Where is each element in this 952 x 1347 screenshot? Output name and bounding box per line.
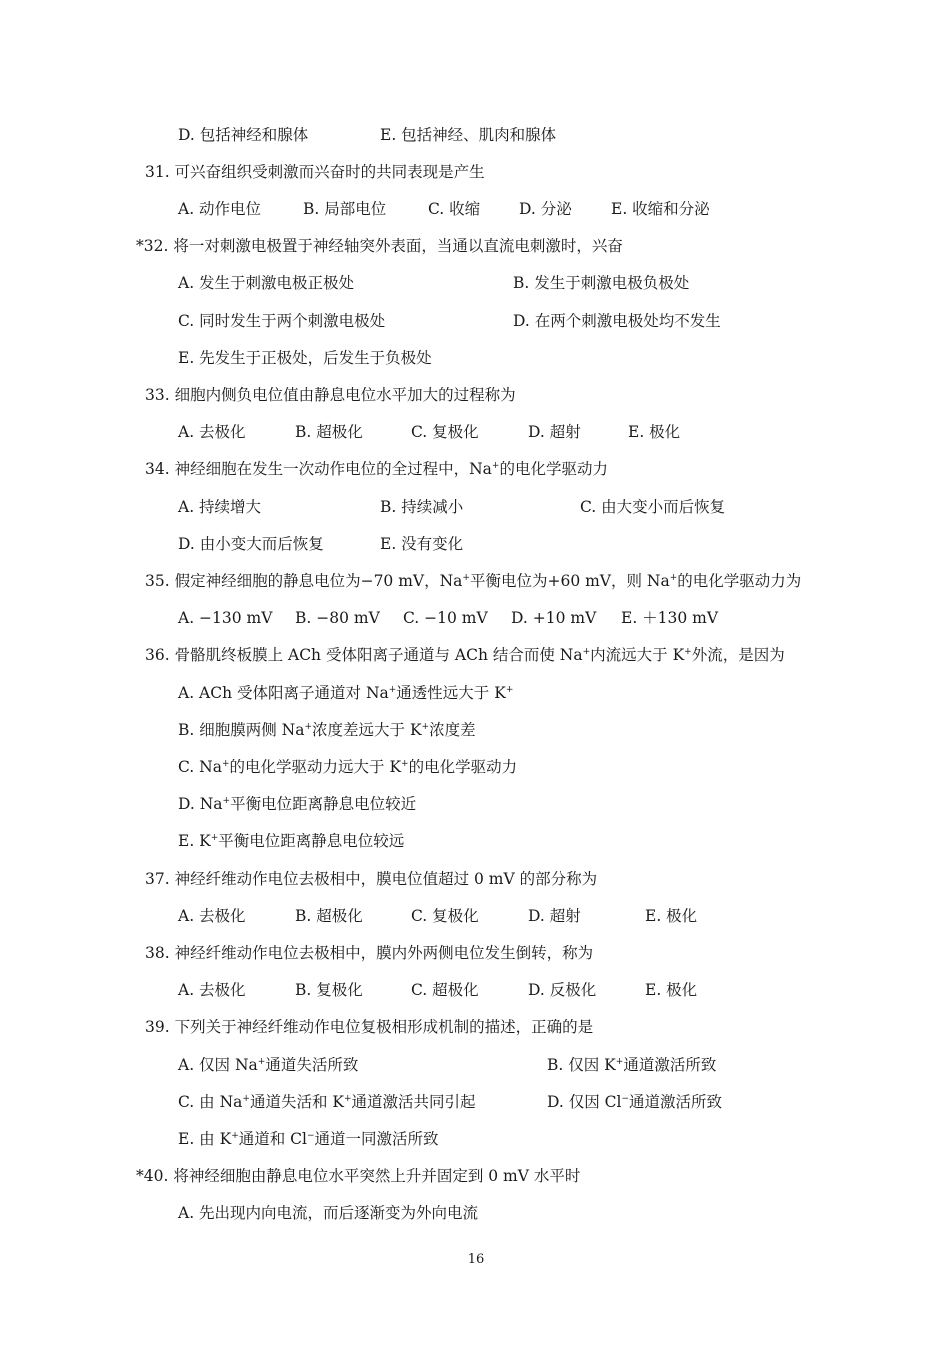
q33-option-a: A. 去极化 xyxy=(178,423,246,441)
q31-option-b: B. 局部电位 xyxy=(303,200,387,218)
q37-option-b: B. 超极化 xyxy=(295,907,363,925)
q34-option-c: C. 由大变小而后恢复 xyxy=(580,498,726,516)
q36-option-a: A. ACh 受体阳离子通道对 Na+通透性远大于 K+ xyxy=(178,684,514,702)
question-31: 31. 可兴奋组织受刺激而兴奋时的共同表现是产生 xyxy=(145,163,485,181)
q32-option-b: B. 发生于刺激电极负极处 xyxy=(513,274,690,292)
question-34: 34. 神经细胞在发生一次动作电位的全过程中，Na+的电化学驱动力 xyxy=(145,460,608,478)
q40-option-a: A. 先出现内向电流，而后逐渐变为外向电流 xyxy=(178,1204,479,1222)
q32-option-a: A. 发生于刺激电极正极处 xyxy=(178,274,355,292)
q33-option-b: B. 超极化 xyxy=(295,423,363,441)
q37-option-a: A. 去极化 xyxy=(178,907,246,925)
q36-option-e: E. K+平衡电位距离静息电位较远 xyxy=(178,832,405,850)
q32-option-e: E. 先发生于正极处，后发生于负极处 xyxy=(178,349,432,367)
question-37: 37. 神经纤维动作电位去极相中，膜电位值超过 0 mV 的部分称为 xyxy=(145,870,598,888)
question-35: 35. 假定神经细胞的静息电位为−70 mV，Na+平衡电位为+60 mV，则 Na+的电化学驱动力为 xyxy=(145,572,802,590)
q37-option-d: D. 超射 xyxy=(528,907,581,925)
q37-option-e: E. 极化 xyxy=(645,907,698,925)
page-number: 16 xyxy=(467,1252,485,1267)
q39-option-e: E. 由 K+通道和 Cl−通道一同激活所致 xyxy=(178,1130,439,1148)
q36-option-d: D. Na+平衡电位距离静息电位较近 xyxy=(178,795,417,813)
q31-option-c: C. 收缩 xyxy=(428,200,481,218)
q34-option-d: D. 由小变大而后恢复 xyxy=(178,535,324,553)
q35-option-d: D. +10 mV xyxy=(511,609,597,627)
q36-option-b: B. 细胞膜两侧 Na+浓度差远大于 K+浓度差 xyxy=(178,721,476,739)
q35-option-c: C. −10 mV xyxy=(403,609,488,627)
q30-option-e: E. 包括神经、肌肉和腺体 xyxy=(380,126,557,144)
question-39: 39. 下列关于神经纤维动作电位复极相形成机制的描述，正确的是 xyxy=(145,1018,594,1036)
q39-option-b: B. 仅因 K+通道激活所致 xyxy=(547,1056,717,1074)
q30-option-d: D. 包括神经和腺体 xyxy=(178,126,309,144)
question-40: *40. 将神经细胞由静息电位水平突然上升并固定到 0 mV 水平时 xyxy=(136,1167,581,1185)
q32-option-d: D. 在两个刺激电极处均不发生 xyxy=(513,312,721,330)
q37-option-c: C. 复极化 xyxy=(411,907,479,925)
q35-option-a: A. −130 mV xyxy=(178,609,273,627)
q33-option-e: E. 极化 xyxy=(628,423,681,441)
q34-option-b: B. 持续减小 xyxy=(380,498,464,516)
q31-option-a: A. 动作电位 xyxy=(178,200,262,218)
q36-option-c: C. Na+的电化学驱动力远大于 K+的电化学驱动力 xyxy=(178,758,518,776)
q39-option-c: C. 由 Na+通道失活和 K+通道激活共同引起 xyxy=(178,1093,476,1111)
question-33: 33. 细胞内侧负电位值由静息电位水平加大的过程称为 xyxy=(145,386,516,404)
q34-option-e: E. 没有变化 xyxy=(380,535,464,553)
q35-option-e: E. ＋130 mV xyxy=(621,609,719,627)
q31-option-d: D. 分泌 xyxy=(519,200,572,218)
q33-option-c: C. 复极化 xyxy=(411,423,479,441)
question-38: 38. 神经纤维动作电位去极相中，膜内外两侧电位发生倒转，称为 xyxy=(145,944,594,962)
q38-option-a: A. 去极化 xyxy=(178,981,246,999)
question-32: *32. 将一对刺激电极置于神经轴突外表面，当通以直流电刺激时，兴奋 xyxy=(136,237,623,255)
q39-option-a: A. 仅因 Na+通道失活所致 xyxy=(178,1056,359,1074)
q38-option-d: D. 反极化 xyxy=(528,981,597,999)
question-36: 36. 骨骼肌终板膜上 ACh 受体阳离子通道与 ACh 结合而使 Na+内流远大于 K+外流，是因为 xyxy=(145,646,785,664)
q39-option-d: D. 仅因 Cl−通道激活所致 xyxy=(547,1093,723,1111)
q31-option-e: E. 收缩和分泌 xyxy=(611,200,710,218)
q34-option-a: A. 持续增大 xyxy=(178,498,262,516)
q33-option-d: D. 超射 xyxy=(528,423,581,441)
q32-option-c: C. 同时发生于两个刺激电极处 xyxy=(178,312,386,330)
q38-option-c: C. 超极化 xyxy=(411,981,479,999)
q38-option-b: B. 复极化 xyxy=(295,981,363,999)
q35-option-b: B. −80 mV xyxy=(295,609,380,627)
q38-option-e: E. 极化 xyxy=(645,981,698,999)
